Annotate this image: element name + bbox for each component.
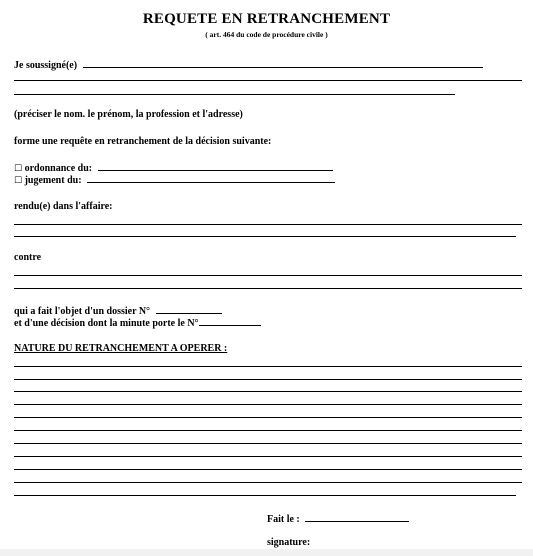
undersigned-line-3[interactable] [14, 94, 455, 95]
nature-line-5[interactable] [14, 417, 522, 418]
done-at-row [267, 512, 409, 525]
specify-note: (préciser le nom. le prénom, la profession et l'adresse) [14, 109, 243, 120]
done-at-label: Fait le : [267, 514, 300, 525]
judgment-date-field[interactable] [87, 173, 335, 183]
undersigned-field[interactable] [83, 58, 483, 68]
nature-line-4[interactable] [14, 404, 522, 405]
document-title: REQUETE EN RETRANCHEMENT [142, 11, 391, 27]
judgment-checkbox[interactable]: ☐ [14, 176, 23, 186]
against-label: contre [14, 252, 42, 263]
against-line-2[interactable] [14, 288, 522, 289]
order-checkbox[interactable]: ☐ [14, 164, 23, 174]
document-subtitle: ( art. 464 du code de procédure civile ) [205, 30, 328, 39]
judgment-label: jugement du: [24, 175, 82, 186]
request-intro: forme une requête en retranchement de la décision suivante: [14, 136, 272, 147]
order-label: ordonnance du: [24, 163, 93, 174]
nature-line-2[interactable] [14, 379, 522, 380]
file-number-field[interactable] [156, 304, 222, 314]
nature-line-1[interactable] [14, 366, 522, 367]
nature-heading: NATURE DU RETRANCHEMENT A OPERER : [14, 343, 228, 354]
nature-line-8[interactable] [14, 456, 522, 457]
minute-row [14, 316, 261, 329]
nature-line-6[interactable] [14, 430, 522, 431]
undersigned-row [14, 58, 483, 71]
minute-label: et d'une décision dont la minute porte le N° [14, 318, 199, 329]
judgment-row [14, 173, 335, 186]
undersigned-label: Je soussigné(e) [14, 60, 78, 71]
viewer-bottom-edge [0, 549, 533, 556]
nature-line-11[interactable] [14, 495, 516, 496]
nature-line-10[interactable] [14, 482, 522, 483]
minute-number-field[interactable] [199, 316, 261, 326]
nature-line-9[interactable] [14, 469, 522, 470]
signature-label: signature: [267, 537, 311, 548]
done-at-field[interactable] [305, 512, 409, 522]
case-line-2[interactable] [14, 236, 516, 237]
against-line-1[interactable] [14, 275, 522, 276]
undersigned-line-2[interactable] [14, 80, 522, 81]
case-line-1[interactable] [14, 224, 522, 225]
file-label: qui a fait l'objet d'un dossier N° [14, 306, 151, 317]
nature-line-3[interactable] [14, 391, 522, 392]
nature-line-7[interactable] [14, 443, 522, 444]
order-date-field[interactable] [98, 161, 333, 171]
rendered-label: rendu(e) dans l'affaire: [14, 201, 113, 212]
